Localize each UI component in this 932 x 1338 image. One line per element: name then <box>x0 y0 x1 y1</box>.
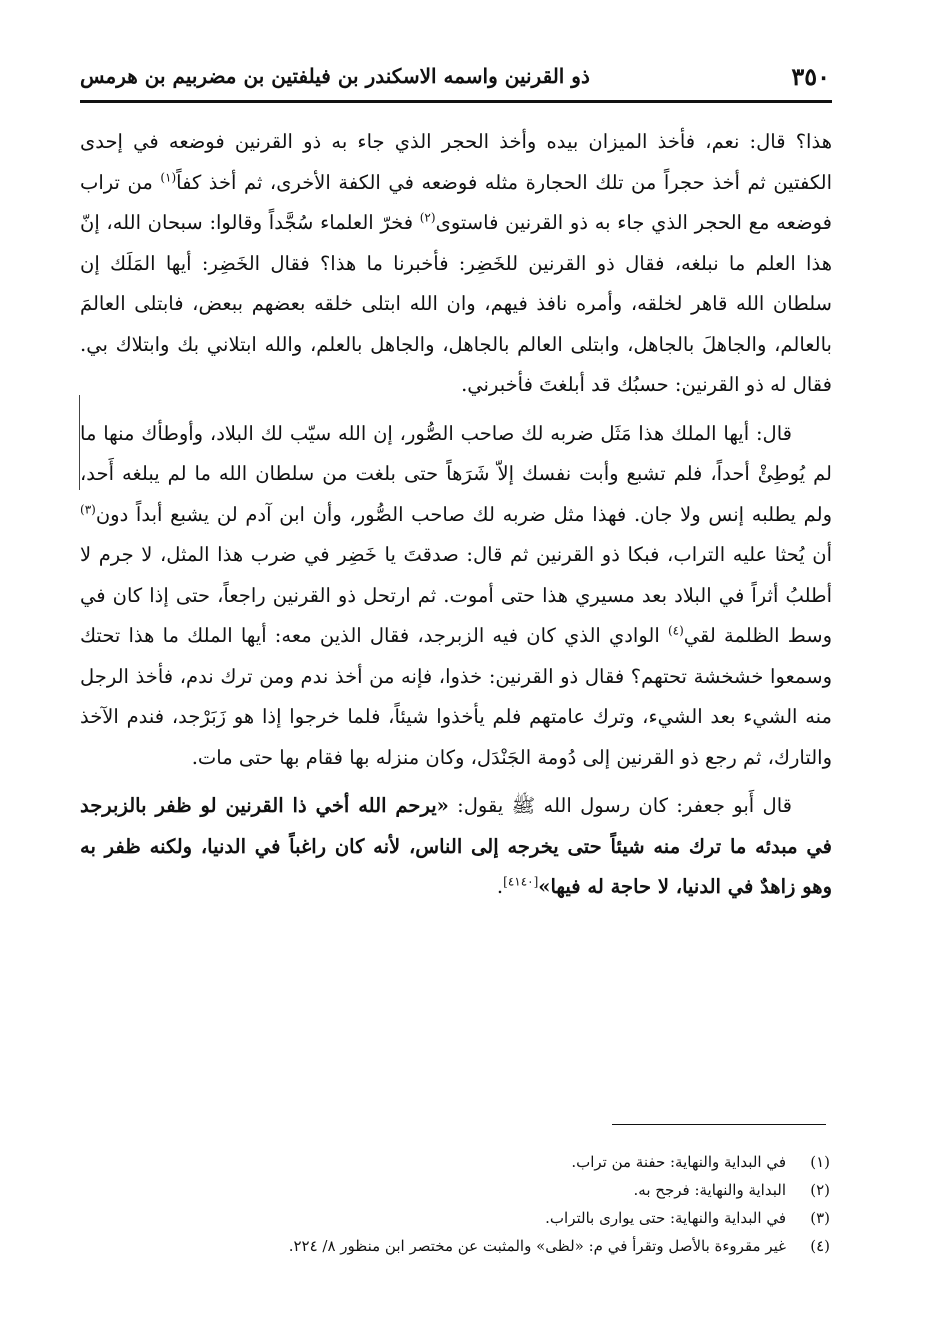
footnote-text: في البداية والنهاية: حفنة من تراب. <box>571 1153 786 1171</box>
paragraph-3 <box>80 786 832 908</box>
footnote-number: (١) <box>810 1153 830 1171</box>
footnote-text: البداية والنهاية: فرجح به. <box>633 1181 786 1199</box>
paragraph-1 <box>80 122 832 406</box>
footnote-text: في البداية والنهاية: حتى يوارى بالتراب. <box>545 1209 786 1227</box>
footnote-text: غير مقروءة بالأصل وتقرأ في م: «لظى» والمثبت عن مختصر ابن منظور ٨/ ٢٢٤. <box>288 1237 786 1255</box>
footnote-rule <box>612 1124 826 1125</box>
footnotes <box>150 1148 830 1260</box>
paragraph-3-part-1: قال أَبو جعفر: كان رسول الله ﷺ يقول: <box>448 794 792 817</box>
footnote-marker-2: (٢) <box>419 210 436 225</box>
hadith-quote: «يرحم الله أخي ذا القرنين لو ظفر بالزبرجد في مبدئه ما ترك منه شيئاً حتى يخرجه إلى الناس، لأنه كان راغباً في الدنيا، ولكنه ظفر به وهو زاهدٌ في الدنيا، لا حاجة له فيها» <box>80 794 832 898</box>
page-number: ٣٥٠ <box>791 61 830 91</box>
paragraph-1-part-1: هذا؟ قال: نعم، فأخذ الميزان بيده وأخذ الحجر الذي جاء به ذو القرنين فوضعه في إحدى الكفتين ثم أخذ حجراً من تلك الحجارة مثله فوضعه في الكفة الأخرى، ثم أخذ كفاً <box>80 130 832 194</box>
header-rule <box>80 100 832 103</box>
body-text <box>80 122 832 908</box>
footnote-marker-3: (٣) <box>80 502 96 516</box>
paragraph-2 <box>80 414 832 779</box>
footnote-3 <box>150 1204 830 1232</box>
footnote-number: (٢) <box>810 1181 830 1199</box>
footnote-marker-4: (٤) <box>667 623 684 638</box>
paragraph-2-part-1: قال: أيها الملك هذا مَثَل ضربه لك صاحب الصُّور، إن الله سيّب لك البلاد، وأوطأك منها ما لم يُوطِئْ أحداً، فلم تشبع وأبت نفسك إلاّ شَرَهاً حتى بلغت من سلطان الله ما لم يبلغه أَحد، ولم يطلبه إنس ولا جان. فهذا مثل ضربه لك صاحب الصُّور، وأن ابن آدم لن يشبع أبداً دون <box>80 421 832 526</box>
footnote-number: (٣) <box>810 1209 830 1227</box>
footnote-4 <box>150 1232 830 1260</box>
footnote-marker-1: (١) <box>160 170 177 184</box>
footnote-1 <box>150 1148 830 1176</box>
running-head <box>80 56 830 96</box>
footnote-number: (٤) <box>810 1237 830 1255</box>
paragraph-2-part-3: الوادي الذي كان فيه الزبرجد، فقال الذين معه: أيها الملك ما هذا تحتك وسمعوا خشخشة تحتهم؟ فقال ذو القرنين: خذوا، فإنه من أخذ ندم ومن ترك ندم، فأخذ الرجل منه الشيء بعد الشيء، وترك عامتهم فلم يأخذوا شيئاً، فلما خرجوا إذا هو زَبَرْجد، فندم الآخذ والتارك، ثم رجع ذو القرنين إلى دُومة الجَنْدَل، وكان منزله بها فقام بها حتى مات. <box>80 624 832 769</box>
header-title: ذو القرنين واسمه الاسكندر بن فيلفتين بن مضربيم بن هرمس <box>80 64 590 88</box>
paragraph-1-part-3: فخرّ العلماء سُجَّداً وقالوا: سبحان الله، إنّ هذا العلم ما نبلغه، فقال ذو القرنين للخَضِر: فأخبرنا ما هذا؟ فقال الخَضِر: أيها المَلَك إن سلطان الله قاهر لخلقه، وأمره نافذ فيهم، وان الله ابتلى خلقه بعضهم ببعض، فابتلى العالمَ بالعالم، والجاهلَ بالجاهل، وابتلى العالم بالجاهل، والجاهل بالعلم، والله ابتلاني بك وابتلاك بي. فقال له ذو القرنين: حسبُك قد أبلغتَ فأخبرني. <box>80 211 832 396</box>
paragraph-3-part-2: . <box>496 875 504 898</box>
paragraph-1-part-2: من تراب فوضعه مع الحجر الذي جاء به ذو القرنين فاستوى <box>80 170 832 234</box>
paragraph-2-part-2: أن يُحثا عليه التراب، فبكا ذو القرنين ثم قال: صدقتَ يا خَضِر في ضرب هذا المثل، لا جرم لا أطلبُ أثراً في البلاد بعد مسيري هذا حتى أموت. ثم ارتحل ذو القرنين راجعاً، حتى إذا كان في وسط الظلمة لقي <box>80 543 833 647</box>
hadith-reference-number: [٤١٤٠] <box>503 874 539 889</box>
footnote-2 <box>150 1176 830 1204</box>
